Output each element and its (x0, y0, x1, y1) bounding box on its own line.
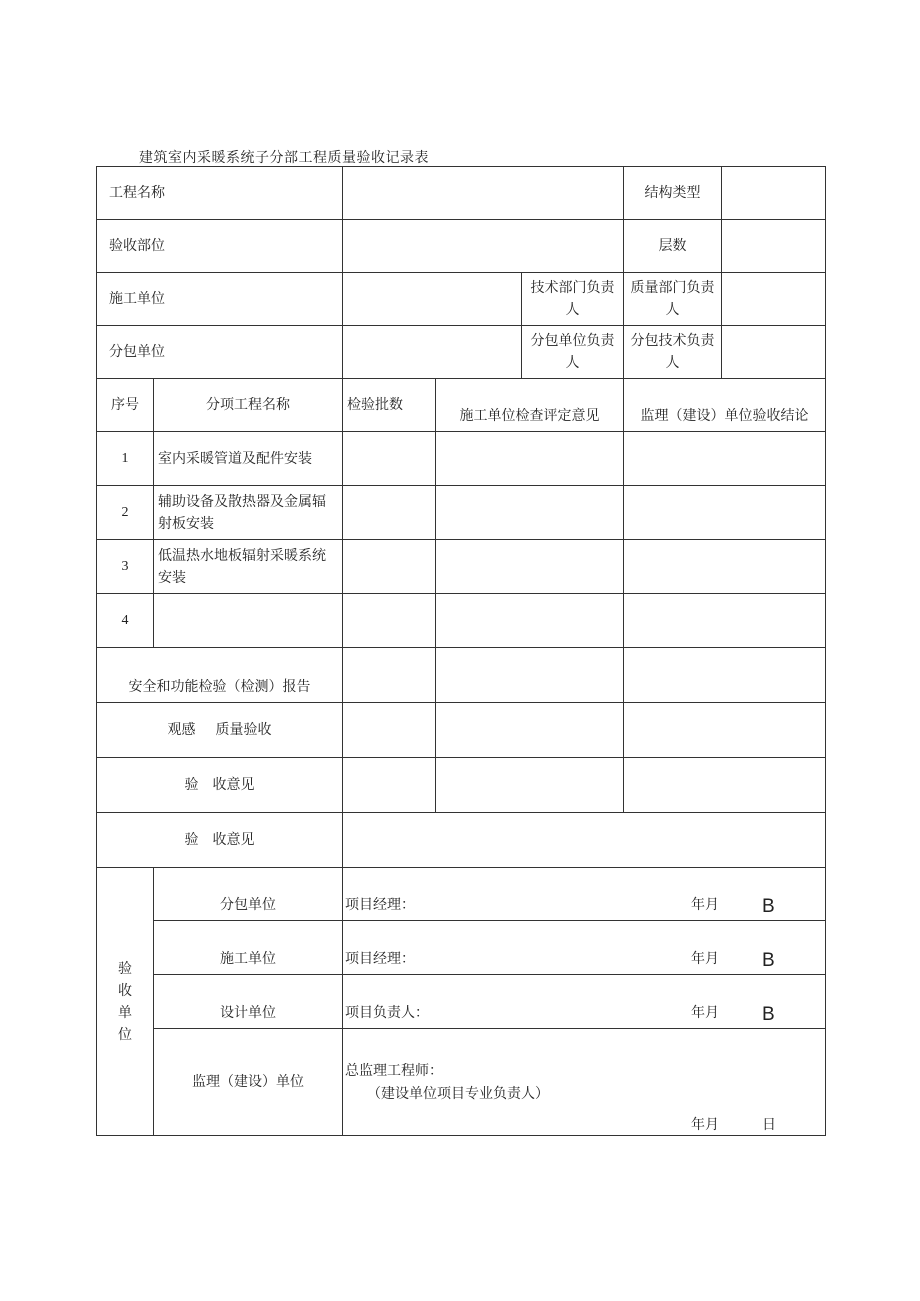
col-item-name: 分项工程名称 (154, 379, 343, 432)
table-row (97, 432, 826, 486)
opinion-2-label (97, 813, 343, 868)
row-project-name (97, 167, 826, 220)
col-seq: 序号 (97, 379, 154, 432)
sign-mark: B (762, 1004, 775, 1025)
item-batch-count[interactable] (343, 432, 436, 486)
item-supervisor-conclusion[interactable] (624, 486, 826, 540)
item-seq: 2 (97, 486, 154, 540)
subcontractor-value[interactable] (343, 326, 522, 379)
acceptance-record-table (96, 166, 826, 1136)
form-title: 建筑室内采暖系统子分部工程质量验收记录表 (139, 150, 429, 166)
signer-label: 项目经理： (345, 897, 415, 913)
item-batch-count[interactable] (343, 594, 436, 648)
visual-quality-label-a: 观感 (167, 722, 196, 738)
signer-label: 项目经理： (345, 951, 415, 967)
item-batch-count[interactable] (343, 486, 436, 540)
item-supervisor-conclusion[interactable] (624, 432, 826, 486)
vertical-char: 位 (118, 1026, 132, 1043)
item-name (154, 594, 343, 648)
quality-dept-head-label: 质量部门负责人 (624, 273, 722, 326)
sub-unit-head-label: 分包单位负责人 (522, 326, 624, 379)
quality-dept-head-value[interactable] (722, 273, 826, 326)
structure-type-label: 结构类型 (624, 167, 722, 220)
row-subcontractor (97, 326, 826, 379)
row-opinion-1 (97, 758, 826, 813)
visual-quality-contractor[interactable] (436, 703, 624, 758)
sign-cell[interactable] (343, 921, 826, 975)
table-row (97, 540, 826, 594)
tech-dept-head-label: 技术部门负责人 (522, 273, 624, 326)
col-contractor-opinion: 施工单位检查评定意见 (436, 379, 624, 432)
row-contractor (97, 273, 826, 326)
table-row (97, 486, 826, 540)
sign-unit-name: 分包单位 (154, 868, 343, 921)
vertical-char: 单 (118, 1004, 132, 1021)
sign-date: 年月 (691, 1116, 719, 1133)
item-name: 室内采暖管道及配件安装 (154, 432, 343, 486)
item-name: 辅助设备及散热器及金属辐射板安装 (154, 486, 343, 540)
opinion-1-supervisor[interactable] (624, 758, 826, 813)
subcontractor-label: 分包单位 (97, 326, 343, 379)
project-name-value[interactable] (343, 167, 624, 220)
vertical-char: 收 (118, 982, 132, 999)
opinion-1-label-b: 收意见 (212, 777, 255, 793)
row-sign-contractor (97, 921, 826, 975)
row-visual-quality (97, 703, 826, 758)
safety-report-label: 安全和功能检验（检测）报告 (97, 648, 343, 703)
visual-quality-supervisor[interactable] (624, 703, 826, 758)
acceptance-units-vertical-label (97, 868, 154, 1136)
visual-quality-label (97, 703, 343, 758)
opinion-1-contractor[interactable] (436, 758, 624, 813)
opinion-2-label-b: 收意见 (212, 832, 255, 848)
floors-value[interactable] (722, 220, 826, 273)
sign-unit-name: 监理（建设）单位 (154, 1029, 343, 1136)
opinion-1-label-a: 验 (184, 777, 199, 793)
safety-report-batch[interactable] (343, 648, 436, 703)
col-batch-count: 检验批数 (343, 379, 436, 432)
contractor-value[interactable] (343, 273, 522, 326)
sign-date: 年月 (691, 1005, 719, 1021)
opinion-2-value[interactable] (343, 813, 826, 868)
sign-day: 日 (762, 1116, 776, 1133)
item-seq: 1 (97, 432, 154, 486)
owner-signer-label: （建设单位项目专业负责人） (367, 1085, 549, 1102)
opinion-2-label-a: 验 (184, 832, 199, 848)
item-supervisor-conclusion[interactable] (624, 540, 826, 594)
row-column-headers (97, 379, 826, 432)
sign-date: 年月 (691, 951, 719, 967)
visual-quality-batch[interactable] (343, 703, 436, 758)
contractor-label: 施工单位 (97, 273, 343, 326)
safety-report-contractor[interactable] (436, 648, 624, 703)
sign-unit-name: 施工单位 (154, 921, 343, 975)
floors-label: 层数 (624, 220, 722, 273)
safety-report-supervisor[interactable] (624, 648, 826, 703)
row-acceptance-part (97, 220, 826, 273)
project-name-label: 工程名称 (97, 167, 343, 220)
vertical-char: 验 (118, 960, 132, 977)
row-sign-subcontractor (97, 868, 826, 921)
row-sign-supervisor (97, 1029, 826, 1136)
sign-mark: B (762, 950, 775, 971)
opinion-1-label (97, 758, 343, 813)
sign-date: 年月 (691, 897, 719, 913)
structure-type-value[interactable] (722, 167, 826, 220)
row-opinion-2 (97, 813, 826, 868)
row-safety-report (97, 648, 826, 703)
sign-cell[interactable] (343, 975, 826, 1029)
item-name: 低温热水地板辐射采暖系统安装 (154, 540, 343, 594)
item-contractor-opinion[interactable] (436, 432, 624, 486)
sign-cell[interactable] (343, 1029, 826, 1136)
visual-quality-label-b: 质量验收 (215, 722, 272, 738)
item-supervisor-conclusion[interactable] (624, 594, 826, 648)
item-contractor-opinion[interactable] (436, 486, 624, 540)
sign-mark: B (762, 896, 775, 917)
item-contractor-opinion[interactable] (436, 594, 624, 648)
col-supervisor-conclusion: 监理（建设）单位验收结论 (624, 379, 826, 432)
opinion-1-batch[interactable] (343, 758, 436, 813)
row-sign-design (97, 975, 826, 1029)
sign-cell[interactable] (343, 868, 826, 921)
signer-label: 项目负责人： (345, 1005, 429, 1021)
sub-tech-head-value[interactable] (722, 326, 826, 379)
item-batch-count[interactable] (343, 540, 436, 594)
acceptance-part-value[interactable] (343, 220, 624, 273)
item-seq: 4 (97, 594, 154, 648)
item-contractor-opinion[interactable] (436, 540, 624, 594)
item-seq: 3 (97, 540, 154, 594)
supervisor-signer-label: 总监理工程师： (345, 1062, 443, 1079)
sub-tech-head-label: 分包技术负责人 (624, 326, 722, 379)
table-row (97, 594, 826, 648)
sign-unit-name: 设计单位 (154, 975, 343, 1029)
acceptance-part-label: 验收部位 (97, 220, 343, 273)
